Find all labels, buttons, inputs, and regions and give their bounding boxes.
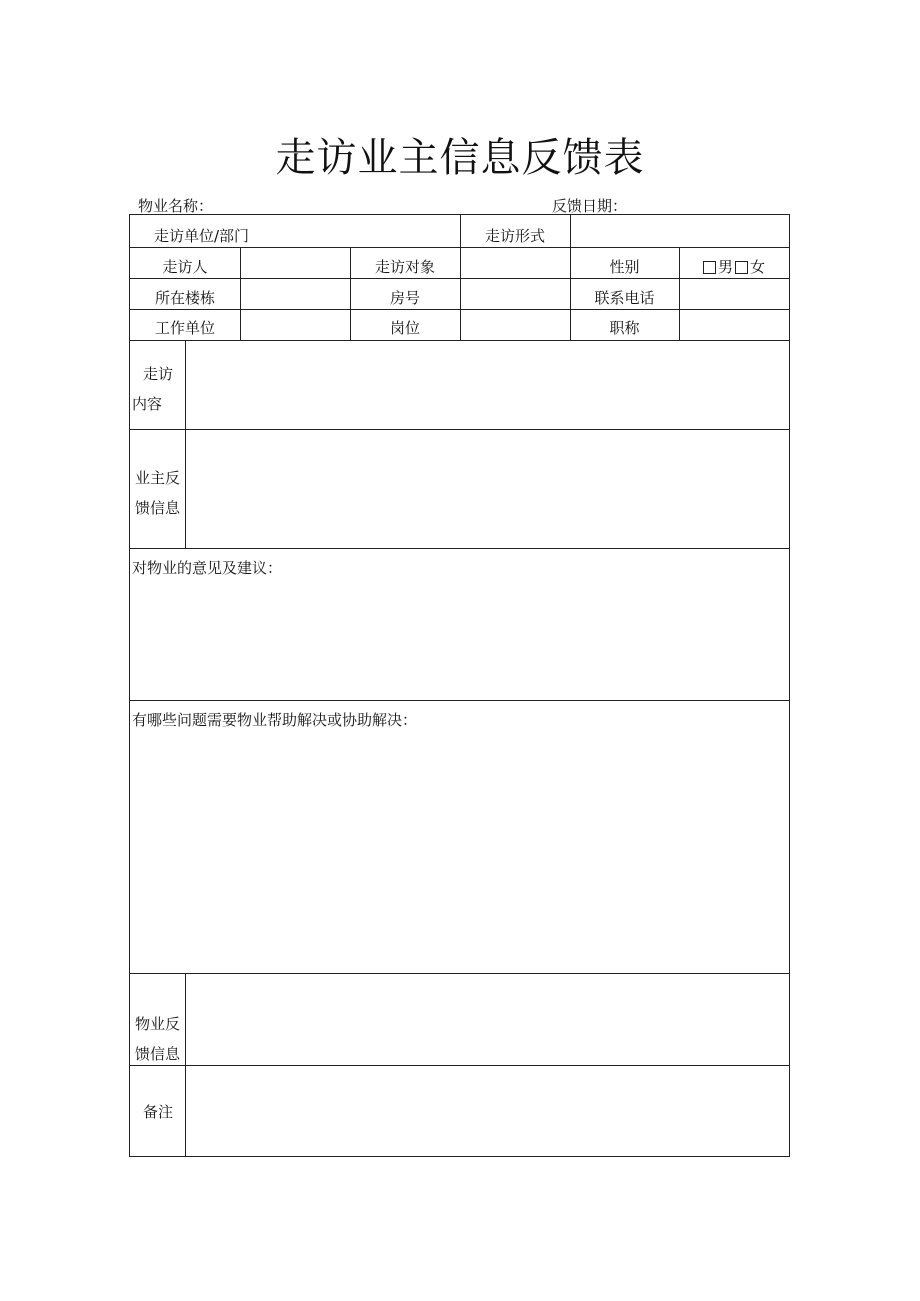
grid-line bbox=[130, 548, 789, 549]
remarks-field[interactable] bbox=[187, 1066, 789, 1156]
phone-label: 联系电话 bbox=[594, 289, 655, 307]
male-label: 男 bbox=[717, 258, 733, 276]
phone-value[interactable] bbox=[680, 279, 789, 309]
visit-target-value[interactable] bbox=[461, 248, 569, 278]
remarks-label: 备注 bbox=[143, 1103, 174, 1121]
grid-line bbox=[185, 973, 186, 1157]
female-checkbox[interactable] bbox=[735, 261, 748, 274]
room-value[interactable] bbox=[461, 279, 569, 309]
property-feedback-label-line1: 物业反 bbox=[135, 1015, 181, 1033]
room-label: 房号 bbox=[389, 289, 420, 307]
form-title: 走访业主信息反馈表 bbox=[275, 135, 645, 181]
job-title-label: 职称 bbox=[609, 319, 640, 337]
work-unit-label: 工作单位 bbox=[154, 319, 215, 337]
suggestions-field[interactable] bbox=[131, 583, 789, 699]
visit-target-label: 走访对象 bbox=[374, 258, 435, 276]
visit-form-label: 走访形式 bbox=[484, 227, 545, 245]
female-label: 女 bbox=[750, 258, 766, 276]
visit-unit-label: 走访单位/部门 bbox=[154, 227, 250, 245]
visit-content-label-line2: 内容 bbox=[132, 395, 163, 413]
suggestions-label: 对物业的意见及建议： bbox=[132, 559, 283, 577]
detail-sections bbox=[129, 340, 790, 1157]
info-grid bbox=[129, 214, 790, 341]
property-feedback-field[interactable] bbox=[187, 974, 789, 1064]
position-label: 岗位 bbox=[389, 319, 420, 337]
property-feedback-label-line2: 馈信息 bbox=[135, 1045, 181, 1063]
gender-options bbox=[679, 252, 789, 282]
visitor-value[interactable] bbox=[241, 248, 349, 278]
grid-line bbox=[185, 341, 186, 548]
feedback-date-label: 反馈日期： bbox=[552, 197, 628, 215]
visit-content-field[interactable] bbox=[187, 342, 789, 428]
job-title-value[interactable] bbox=[680, 310, 789, 340]
visit-form-value[interactable] bbox=[571, 216, 789, 246]
problems-field[interactable] bbox=[131, 735, 789, 972]
gender-label: 性别 bbox=[609, 258, 640, 276]
visitor-label: 走访人 bbox=[162, 258, 208, 276]
building-label: 所在楼栋 bbox=[154, 289, 215, 307]
visit-content-label-line1: 走访 bbox=[143, 365, 174, 383]
building-value[interactable] bbox=[241, 279, 349, 309]
owner-feedback-label-line2: 馈信息 bbox=[135, 499, 181, 517]
owner-feedback-label-line1: 业主反 bbox=[135, 469, 181, 487]
position-value[interactable] bbox=[461, 310, 569, 340]
work-unit-value[interactable] bbox=[241, 310, 349, 340]
owner-feedback-field[interactable] bbox=[187, 430, 789, 547]
grid-line bbox=[130, 700, 789, 701]
male-checkbox[interactable] bbox=[703, 261, 716, 274]
property-name-label: 物业名称： bbox=[138, 197, 214, 215]
problems-label: 有哪些问题需要物业帮助解决或协助解决： bbox=[132, 711, 418, 729]
